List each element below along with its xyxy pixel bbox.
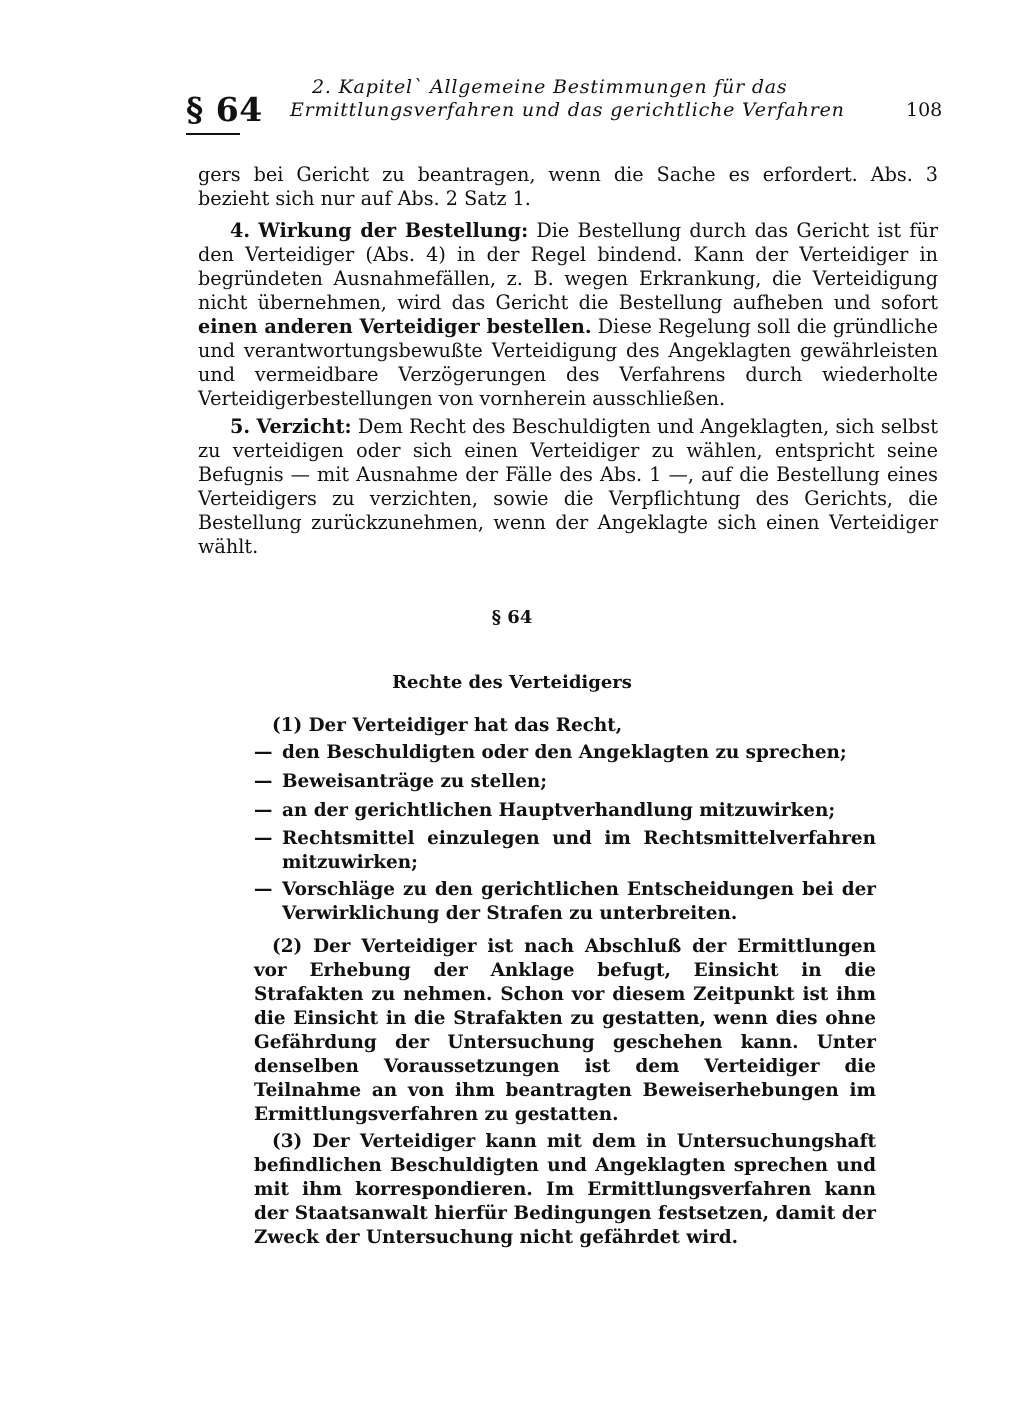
- law-right-text: an der gerichtlichen Hauptverhandlung mitzuwirken;: [282, 800, 836, 821]
- law-paragraph-1-intro: (1) Der Verteidiger hat das Recht,: [272, 715, 623, 736]
- dash-mark: —: [254, 879, 273, 900]
- item-4-bold: einen anderen Verteidiger bestellen.: [198, 315, 592, 338]
- law-right-text: Beweisanträge zu stellen;: [282, 771, 548, 792]
- commentary-item-5: [198, 415, 938, 559]
- law-right-item: [254, 741, 876, 765]
- item-4-heading: Wirkung der Bestellung:: [258, 219, 529, 242]
- law-right-item: [254, 770, 876, 794]
- dash-mark: —: [254, 800, 273, 821]
- commentary-item-4: [198, 219, 938, 411]
- law-section-number: § 64: [491, 607, 533, 628]
- header-section-number: § 64: [186, 90, 263, 129]
- item-5-text: Dem Recht des Beschuldigten und Angeklagten, sich selbst zu verteidigen oder sich einen Verteidiger zu wählen, entspricht seine Befugnis — mit Ausnahme der Fälle des Abs. 1 —, auf die Bestellung eines Verteidigers zu verzichten, sowie die Verpflichtung des Gerichts, die Bestellung zurückzunehmen, wenn der Angeklagte sich einen Verteidiger wählt.: [198, 415, 938, 558]
- law-right-item: [254, 827, 876, 875]
- commentary-intro: gers bei Gericht zu beantragen, wenn die Sache es erfordert. Abs. 3 bezieht sich nur auf Abs. 2 Satz 1.: [198, 163, 938, 210]
- item-4-number: 4.: [230, 219, 251, 242]
- page-number: 108: [906, 99, 943, 121]
- item-5-heading: Verzicht:: [256, 415, 352, 438]
- law-right-text: Vorschläge zu den gerichtlichen Entscheidungen bei der Verwirklichung der Strafen zu unterbreiten.: [282, 879, 876, 924]
- header-chapter-line-2: Ermittlungsverfahren und das gerichtliche Verfahren: [290, 99, 845, 121]
- law-right-text: den Beschuldigten oder den Angeklagten zu sprechen;: [282, 742, 847, 763]
- header-chapter-line-1: 2. Kapitel` Allgemeine Bestimmungen für das: [312, 76, 788, 98]
- law-paragraph-3: (3) Der Verteidiger kann mit dem in Untersuchungshaft befindlichen Beschuldigten und Angeklagten sprechen und mit ihm korrespondieren. Im Ermittlungsverfahren kann der Staatsanwalt hierfür Bedingungen festsetzen, damit der Zweck der Untersuchung nicht gefährdet wird.: [254, 1131, 876, 1248]
- item-4-text-2: Diese Regelung soll die gründliche und verantwortungsbewußte Verteidigung des Angeklagten gewährleisten und vermeidbare Verzögerungen des Verfahrens durch wiederholte Verteidigerbestellungen von vornherein ausschließen.: [198, 315, 938, 410]
- law-paragraph-2: (2) Der Verteidiger ist nach Abschluß der Ermittlungen vor Erhebung der Anklage befugt, Einsicht in die Strafakten zu nehmen. Schon vor diesem Zeitpunkt ist ihm die Einsicht in die Strafakten zu gestatten, wenn dies ohne Gefährdung der Untersuchung geschehen kann. Unter denselben Voraussetzungen ist dem Verteidiger die Teilnahme an von ihm beantragten Beweiserhebungen im Ermittlungsverfahren zu gestatten.: [254, 936, 876, 1125]
- law-right-item: [254, 878, 876, 926]
- dash-mark: —: [254, 742, 273, 763]
- dash-mark: —: [254, 828, 273, 849]
- dash-mark: —: [254, 771, 273, 792]
- law-title: Rechte des Verteidigers: [392, 672, 632, 693]
- item-4-text-1: Die Bestellung durch das Gericht ist für den Verteidiger (Abs. 4) in der Regel bindend. Kann der Verteidiger in begründeten Ausnahmefällen, z. B. wegen Erkrankung, die Verteidigung nicht übernehmen, wird das Gericht die Bestellung aufheben und sofort: [198, 219, 939, 314]
- law-right-text: Rechtsmittel einzulegen und im Rechtsmittelverfahren mitzuwirken;: [282, 828, 876, 873]
- law-right-item: [254, 799, 876, 823]
- item-5-number: 5.: [230, 415, 251, 438]
- header-underline: [186, 133, 240, 135]
